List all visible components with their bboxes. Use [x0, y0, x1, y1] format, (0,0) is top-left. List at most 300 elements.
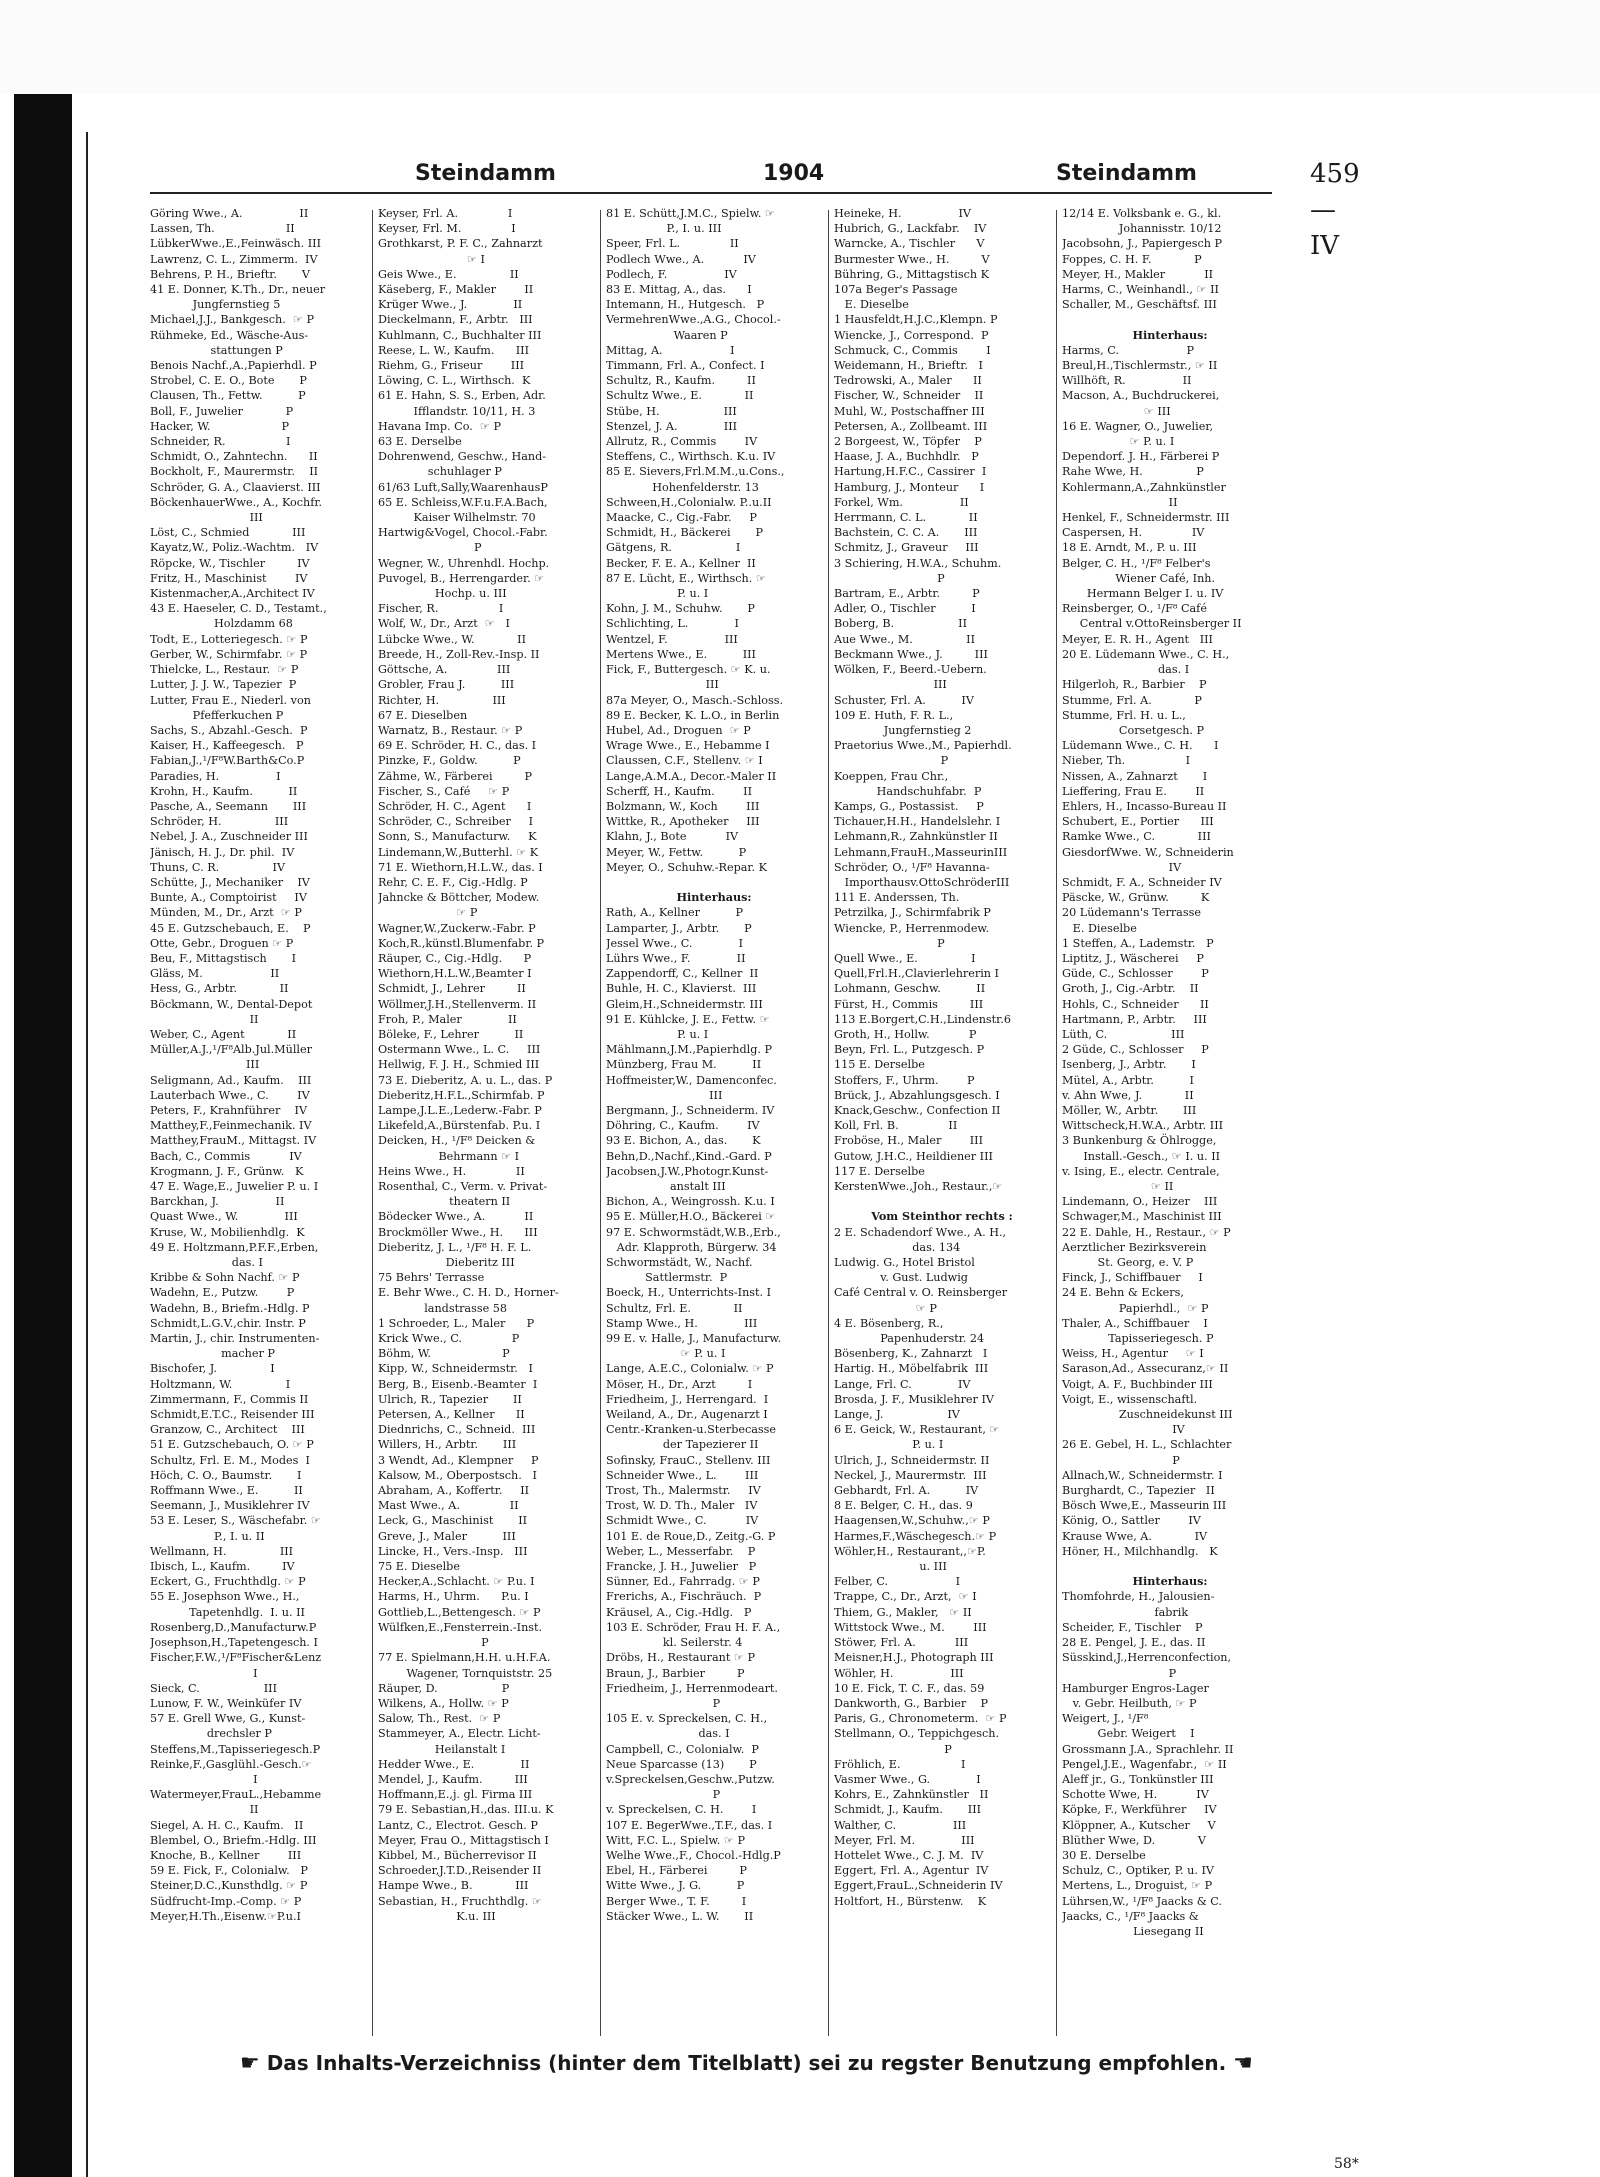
- directory-entry-line: Boberg, B. II: [834, 617, 967, 631]
- directory-entry-line: Höch, C. O., Baumstr. I: [150, 1468, 302, 1482]
- directory-entry-line: Fischer,F.W.,¹/F⁸Fischer&Lenz: [150, 1651, 322, 1665]
- directory-entry-line: Kaiser Wilhelmstr. 70: [378, 511, 536, 525]
- directory-entry-line: E. Dieselbe: [834, 298, 909, 312]
- directory-entry-line: K.u. III: [378, 1909, 496, 1923]
- directory-entry-line: Schultz, Frl. E. M., Modes I: [150, 1453, 310, 1467]
- directory-entry-line: Bischofer, J. I: [150, 1362, 275, 1376]
- directory-entry-line: Hamburger Engros-Lager: [1062, 1681, 1209, 1695]
- directory-entry-line: Weiss, H., Agentur ☞ I: [1062, 1347, 1204, 1361]
- directory-entry-line: Böhm, W. P: [378, 1347, 510, 1361]
- directory-entry-line: Frerichs, A., Fischräuch. P: [606, 1590, 762, 1604]
- directory-entry-line: das. I: [606, 1727, 730, 1741]
- directory-entry-line: Mählmann,J.M.,Papierhdlg. P: [606, 1043, 773, 1057]
- directory-entry-line: 2 Güde, C., Schlosser P: [1062, 1043, 1209, 1057]
- directory-entry-line: Sieck, C. III: [150, 1681, 278, 1695]
- directory-entry-line: Ulrich, R., Tapezier II: [378, 1392, 522, 1406]
- directory-entry-line: Schmuck, C., Commis I: [834, 343, 991, 357]
- directory-entry-line: Haase, J. A., Buchhdlr. P: [834, 450, 979, 464]
- directory-entry-line: Liptitz, J., Wäscherei P: [1062, 951, 1204, 965]
- directory-entry-line: Salow, Th., Rest. ☞ P: [378, 1712, 501, 1726]
- directory-entry-line: Seligmann, Ad., Kaufm. III: [150, 1073, 312, 1087]
- directory-entry-line: Beckmann Wwe., J. III: [834, 647, 988, 661]
- directory-entry-line: Wilkens, A., Hollw. ☞ P: [378, 1696, 509, 1710]
- directory-entry-line: 30 E. Derselbe: [1062, 1848, 1146, 1862]
- directory-entry-line: Brosda, J. F., Musiklehrer IV: [834, 1392, 994, 1406]
- directory-entry-line: Strobel, C. E. O., Bote P: [150, 374, 307, 388]
- directory-entry-line: v. Gust. Ludwig: [834, 1271, 968, 1285]
- directory-entry-line: Witte Wwe., J. G. P: [606, 1879, 745, 1893]
- directory-entry-line: Gleim,H.,Schneidermstr. III: [606, 997, 763, 1011]
- directory-entry-line: II: [150, 1012, 259, 1026]
- directory-entry-line: Wiencke, P., Herrenmodew.: [834, 921, 990, 935]
- column-divider: [828, 210, 829, 2036]
- directory-entry-line: Nissen, A., Zahnarzt I: [1062, 769, 1208, 783]
- directory-entry-line: Central v.OttoReinsberger II: [1062, 617, 1242, 631]
- directory-entry-line: Hohls, C., Schneider II: [1062, 997, 1209, 1011]
- directory-entry-line: Scheider, F., Tischler P: [1062, 1620, 1203, 1634]
- directory-entry-line: Lohmann, Geschw. II: [834, 982, 986, 996]
- directory-entry-line: 61 E. Hahn, S. S., Erben, Adr.: [378, 389, 546, 403]
- directory-entry-line: 109 E. Huth, F. R. L.,: [834, 708, 954, 722]
- directory-entry-line: P: [1062, 1666, 1177, 1680]
- directory-entry-line: Keyser, Frl. A. I: [378, 207, 513, 220]
- directory-entry-line: Kohrs, E., Zahnkünstler II: [834, 1788, 989, 1802]
- directory-entry-line: Wagener, Tornquiststr. 25: [378, 1666, 553, 1680]
- directory-entry-line: 47 E. Wage,E., Juwelier P. u. I: [150, 1180, 319, 1193]
- directory-entry-line: Sofinsky, FrauC., Stellenv. III: [606, 1453, 771, 1467]
- directory-entry-line: Petrzilka, J., Schirmfabrik P: [834, 906, 991, 920]
- directory-entry-line: Stenzel, J. A. III: [606, 419, 738, 433]
- directory-entry-line: Kohlermann,A.,Zahnkünstler: [1062, 480, 1226, 494]
- directory-entry-line: Willers, H., Arbtr. III: [378, 1438, 517, 1452]
- directory-entry-line: Lieffering, Frau E. II: [1062, 784, 1205, 798]
- directory-entry-line: Fürst, H., Commis III: [834, 997, 984, 1011]
- directory-entry-line: Neckel, J., Maurermstr. III: [834, 1468, 987, 1482]
- directory-entry-line: Likefeld,A.,Bürstenfab. P.u. I: [378, 1119, 541, 1133]
- directory-entry-line: 69 E. Schröder, H. C., das. I: [378, 739, 537, 753]
- directory-entry-line: Centr.-Kranken-u.Sterbecasse: [606, 1423, 777, 1437]
- directory-entry-line: 107 E. BegerWwe.,T.F., das. I: [606, 1818, 773, 1832]
- directory-entry-line: Schütte, J., Mechaniker IV: [150, 875, 310, 889]
- directory-entry-line: Bachstein, C. C. A. III: [834, 526, 978, 540]
- directory-entry-line: Bösch Wwe,E., Masseurin III: [1062, 1499, 1227, 1513]
- directory-entry-line: Kistenmacher,A.,Architect IV: [150, 587, 315, 601]
- directory-entry-line: Gottlieb,L.,Bettengesch. ☞ P: [378, 1605, 541, 1619]
- directory-entry-line: Böleke, F., Lehrer II: [378, 1027, 524, 1041]
- directory-entry-line: Kohn, J. M., Schuhw. P: [606, 602, 755, 616]
- directory-entry-line: Zimmermann, F., Commis II: [150, 1392, 309, 1406]
- directory-entry-line: Wiener Café, Inh.: [1062, 571, 1216, 585]
- book-spine-shadow: [14, 94, 72, 2177]
- directory-entry-line: Fischer, R. I: [378, 602, 504, 616]
- directory-entry-line: Kruse, W., Mobilienhdlg. K: [150, 1225, 305, 1239]
- directory-entry-line: St. Georg, e. V. P: [1062, 1256, 1194, 1270]
- directory-entry-line: P. u. I: [834, 1438, 944, 1452]
- directory-entry-line: Behrmann ☞ I: [378, 1149, 520, 1163]
- directory-entry-line: Lange,A.M.A., Decor.-Maler II: [606, 769, 777, 783]
- directory-entry-line: 12/14 E. Volksbank e. G., kl.: [1062, 207, 1222, 220]
- directory-entry-line: Münzberg, Frau M. II: [606, 1058, 762, 1072]
- directory-entry-line: Berger Wwe., T. F. I: [606, 1894, 747, 1908]
- directory-entry-line: Warncke, A., Tischler V: [834, 237, 985, 251]
- directory-entry-line: Wittscheck,H.W.A., Arbtr. III: [1062, 1119, 1224, 1133]
- directory-entry-line: P., I. u. III: [606, 222, 722, 236]
- directory-entry-line: 65 E. Schleiss,W.F.u.F.A.Bach,: [378, 495, 548, 509]
- directory-entry-line: II: [150, 1803, 259, 1817]
- directory-entry-line: Dieberitz,H.F.L.,Schirmfab. P: [378, 1088, 545, 1102]
- directory-entry-line: Wadehn, B., Briefm.-Hdlg. P: [150, 1301, 310, 1315]
- directory-entry-line: 10 E. Fick, T. C. F., das. 59: [834, 1681, 985, 1695]
- directory-entry-line: 67 E. Dieselben: [378, 708, 468, 722]
- directory-entry-line: Jessel Wwe., C. I: [606, 936, 744, 950]
- directory-entry-line: Schröder, H. III: [150, 815, 289, 829]
- directory-column-1: [150, 206, 366, 2046]
- directory-entry-line: ☞ P: [378, 906, 478, 920]
- directory-entry-line: Jahncke & Böttcher, Modew.: [378, 891, 540, 905]
- directory-entry-line: Bichon, A., Weingrossh. K.u. I: [606, 1195, 775, 1209]
- directory-entry-line: Wegner, W., Uhrenhdl. Hochp.: [378, 556, 550, 570]
- directory-entry-line: Siegel, A. H. C., Kaufm. II: [150, 1818, 304, 1832]
- directory-entry-line: Groth, H., Hollw. P: [834, 1027, 977, 1041]
- directory-entry-line: Stammeyer, A., Electr. Licht-: [378, 1727, 541, 1741]
- directory-entry-line: Ulrich, J., Schneidermstr. II: [834, 1453, 990, 1467]
- directory-entry-line: Deicken, H., ¹/F⁸ Deicken &: [378, 1134, 536, 1148]
- directory-entry-line: Grossmann J.A., Sprachlehr. II: [1062, 1742, 1234, 1756]
- directory-entry-line: 1 Schroeder, L., Maler P: [378, 1316, 535, 1330]
- directory-column-2: [378, 206, 594, 2046]
- directory-entry-line: Wöhler,H., Restaurant,,☞P.: [834, 1544, 986, 1558]
- directory-entry-line: Ludwig. G., Hotel Bristol: [834, 1256, 975, 1270]
- directory-entry-line: Praetorius Wwe.,M., Papierhdl.: [834, 739, 1012, 753]
- directory-entry-line: Pinzke, F., Goldw. P: [378, 754, 521, 768]
- directory-entry-line: Lauterbach Wwe., C. IV: [150, 1088, 310, 1102]
- directory-entry-line: Rehr, C. E. F., Cig.-Hdlg. P: [378, 875, 528, 889]
- directory-entry-line: Schröder, G. A., Claavierst. III: [150, 480, 321, 494]
- directory-entry-line: 24 E. Behn & Eckers,: [1062, 1286, 1184, 1300]
- directory-entry-line: Sachs, S., Abzahl.-Gesch. P: [150, 723, 308, 737]
- directory-entry-line: Hilgerloh, R., Barbier P: [1062, 678, 1207, 692]
- directory-entry-line: Pengel,J.E., Wagenfabr., ☞ II: [1062, 1757, 1227, 1771]
- directory-entry-line: Groth, J., Cig.-Arbtr. II: [1062, 982, 1199, 996]
- directory-entry-line: [834, 1194, 1050, 1209]
- directory-entry-line: macher P: [150, 1347, 275, 1361]
- directory-entry-line: Paris, G., Chronometerm. ☞ P: [834, 1712, 1007, 1726]
- directory-entry-line: Möller, W., Arbtr. III: [1062, 1103, 1197, 1117]
- directory-entry-line: Seemann, J., Musiklehrer IV: [150, 1499, 310, 1513]
- directory-entry-line: Hoffmann,E.,j. gl. Firma III: [378, 1788, 533, 1802]
- directory-columns: [150, 206, 1272, 2046]
- directory-entry-line: Steffens,M.,Tapisseriegesch.P: [150, 1742, 321, 1756]
- header-street-left: Steindamm: [415, 161, 556, 186]
- directory-entry-line: 8 E. Belger, C. H., das. 9: [834, 1499, 973, 1513]
- directory-entry-line: Bach, C., Commis IV: [150, 1149, 302, 1163]
- directory-entry-line: Schmidt, J., Kaufm. III: [834, 1803, 982, 1817]
- directory-entry-line: Tichauer,H.H., Handelslehr. I: [834, 815, 1001, 829]
- directory-entry-line: Liesegang II: [1062, 1924, 1204, 1938]
- directory-entry-line: Lange, A.E.C., Colonialw. ☞ P: [606, 1362, 774, 1376]
- directory-entry-line: Wentzel, F. III: [606, 632, 738, 646]
- directory-entry-line: theatern II: [378, 1195, 511, 1209]
- directory-entry-line: IV: [1062, 860, 1182, 874]
- directory-entry-line: Keyser, Frl. M. I: [378, 222, 516, 236]
- directory-entry-line: III: [606, 1088, 723, 1102]
- directory-entry-line: Maacke, C., Cig.-Fabr. P: [606, 511, 757, 525]
- directory-entry-line: 2 Borgeest, W., Töpfer P: [834, 435, 982, 449]
- directory-entry-line: anstalt III: [606, 1180, 726, 1193]
- directory-entry-line: Voigt, A. F., Buchbinder III: [1062, 1377, 1213, 1391]
- directory-entry-line: Isenberg, J., Arbtr. I: [1062, 1058, 1196, 1072]
- directory-entry-line: Weber, C., Agent II: [150, 1027, 297, 1041]
- directory-entry-line: Lehmann,R., Zahnkünstler II: [834, 830, 998, 844]
- directory-entry-line: das. I: [1062, 663, 1190, 677]
- directory-entry-line: Aue Wwe., M. II: [834, 632, 976, 646]
- directory-entry-line: Lührs Wwe., F. II: [606, 951, 746, 965]
- directory-entry-line: Reinsberger, O., ¹/F⁸ Café: [1062, 602, 1207, 616]
- directory-entry-line: 55 E. Josephson Wwe., H.,: [150, 1590, 300, 1604]
- directory-entry-line: II: [1062, 495, 1178, 509]
- directory-entry-line: Lange, Frl. C. IV: [834, 1377, 971, 1391]
- directory-entry-line: Lamparter, J., Arbtr. P: [606, 921, 752, 935]
- directory-entry-line: Steffens, C., Wirthsch. K.u. IV: [606, 450, 776, 464]
- directory-entry-line: 22 E. Dahle, H., Restaur., ☞ P: [1062, 1225, 1231, 1239]
- directory-entry-line: Josephson,H.,Tapetengesch. I: [150, 1636, 318, 1650]
- directory-entry-line: Stoffers, F., Uhrm. P: [834, 1073, 975, 1087]
- directory-entry-line: Hess, G., Arbtr. II: [150, 982, 289, 996]
- directory-entry-line: Vasmer Wwe., G. I: [834, 1772, 981, 1786]
- directory-entry-line: 87a Meyer, O., Masch.-Schloss.: [606, 693, 784, 707]
- directory-entry-line: stattungen P: [150, 343, 283, 357]
- directory-entry-line: Adler, O., Tischler I: [834, 602, 976, 616]
- directory-entry-line: Stäcker Wwe., L. W. II: [606, 1909, 754, 1923]
- directory-entry-line: ☞ P. u. I: [606, 1347, 726, 1361]
- directory-entry-line: Trappe, C., Dr., Arzt, ☞ I: [834, 1590, 977, 1604]
- directory-entry-line: Friedheim, J., Herrengard. I: [606, 1392, 769, 1406]
- directory-entry-line: Geis Wwe., E. II: [378, 267, 519, 281]
- directory-entry-line: Sebastian, H., Fruchthdlg. ☞: [378, 1894, 542, 1908]
- directory-entry-line: III: [150, 511, 263, 525]
- directory-entry-line: Zuschneidekunst III: [1062, 1408, 1233, 1422]
- directory-entry-line: 59 E. Fick, F., Colonialw. P: [150, 1864, 308, 1878]
- directory-entry-line: Fröhlich, E. I: [834, 1757, 966, 1771]
- directory-entry-line: Kribbe & Sohn Nachf. ☞ P: [150, 1271, 300, 1285]
- directory-entry-line: Trost, W. D. Th., Maler IV: [606, 1499, 758, 1513]
- directory-entry-line: Wittke, R., Apotheker III: [606, 815, 760, 829]
- directory-entry-line: 4 E. Bösenberg, R.,: [834, 1316, 944, 1330]
- directory-entry-line: Eckert, G., Fruchthdlg. ☞ P: [150, 1575, 306, 1589]
- directory-entry-line: Weigert, J., ¹/F⁸: [1062, 1712, 1149, 1726]
- directory-entry-line: Stumme, Frl. A. P: [1062, 693, 1202, 707]
- header-street-right: Steindamm: [1056, 161, 1197, 186]
- directory-entry-line: Kibbel, M., Bücherrevisor II: [378, 1848, 537, 1862]
- directory-entry-line: 87 E. Lücht, E., Wirthsch. ☞: [606, 571, 766, 585]
- directory-entry-line: Möser, H., Dr., Arzt I: [606, 1377, 753, 1391]
- directory-entry-line: Rühmeke, Ed., Wäsche-Aus-: [150, 328, 309, 342]
- directory-entry-line: Meisner,H.J., Photograph III: [834, 1651, 994, 1665]
- directory-entry-line: Schmidt, O., Zahntechn. II: [150, 450, 318, 464]
- directory-entry-line: Allnach,W., Schneidermstr. I: [1062, 1468, 1223, 1482]
- directory-entry-line: Gebr. Weigert I: [1062, 1727, 1195, 1741]
- directory-entry-line: Wölken, F., Beerd.-Uebern.: [834, 663, 987, 677]
- directory-entry-line: Hinterhaus:: [1132, 327, 1208, 342]
- directory-entry-line: 81 E. Schütt,J.M.C., Spielw. ☞: [606, 207, 775, 220]
- directory-entry-line: v. Ising, E., electr. Centrale,: [1062, 1164, 1220, 1178]
- directory-entry-line: Johannisstr. 10/12: [1062, 222, 1222, 236]
- directory-entry-line: Wittstock Wwe., M. III: [834, 1620, 987, 1634]
- directory-entry-line: Hellwig, F. J. H., Schmied III: [378, 1058, 540, 1072]
- directory-entry-line: Bockholt, F., Maurermstr. II: [150, 465, 319, 479]
- pointing-hand-right-icon: ☛: [240, 2051, 260, 2076]
- directory-entry-line: Fischer, W., Schneider II: [834, 389, 984, 403]
- directory-entry-line: Vom Steinthor rechts :: [871, 1209, 1013, 1224]
- directory-entry-line: Fick, F., Buttergesch. ☞ K. u.: [606, 663, 771, 677]
- directory-entry-line: I: [150, 1666, 258, 1680]
- directory-entry-line: Benois Nachf.,A.,Papierhdl. P: [150, 359, 317, 373]
- directory-entry-line: Hohenfelderstr. 13: [606, 480, 759, 494]
- directory-entry-line: 117 E. Derselbe: [834, 1164, 925, 1178]
- directory-entry-line: Harms, H., Uhrm. P.u. I: [378, 1590, 529, 1604]
- directory-entry-line: P: [834, 936, 945, 950]
- directory-entry-line: 1 Steffen, A., Lademstr. P: [1062, 936, 1214, 950]
- directory-entry-line: Bolzmann, W., Koch III: [606, 799, 760, 813]
- directory-entry-line: 3 Bunkenburg & Öhlrogge,: [1062, 1134, 1217, 1148]
- directory-entry-line: 93 E. Bichon, A., das. K: [606, 1134, 761, 1148]
- directory-entry-line: 2 E. Schadendorf Wwe., A. H.,: [834, 1225, 1007, 1239]
- directory-entry-line: Lindemann,W.,Butterhl. ☞ K: [378, 845, 539, 859]
- directory-entry-line: Kamps, G., Postassist. P: [834, 799, 984, 813]
- directory-entry-line: Wülfken,E.,Fensterrein.-Inst.: [378, 1620, 543, 1634]
- directory-entry-line: Krohn, H., Kaufm. II: [150, 784, 298, 798]
- directory-entry-line: Holzdamm 68: [150, 617, 293, 631]
- directory-entry-line: Heilanstalt I: [378, 1742, 506, 1756]
- directory-entry-line: Todt, E., Lotteriegesch. ☞ P: [150, 632, 308, 646]
- directory-entry-line: Podlech, F. IV: [606, 267, 737, 281]
- directory-entry-line: 91 E. Kühlcke, J. E., Fettw. ☞: [606, 1012, 770, 1026]
- directory-entry-line: Wiethorn,H.L.W.,Beamter I: [378, 967, 532, 981]
- directory-entry-line: Puvogel, B., Herrengarder. ☞: [378, 571, 545, 585]
- directory-entry-line: v.Spreckelsen,Geschw.,Putzw.: [606, 1772, 775, 1786]
- directory-entry-line: Schmidt,E.T.C., Reisender III: [150, 1408, 315, 1422]
- directory-entry-line: Papierhdl., ☞ P: [1062, 1301, 1209, 1315]
- directory-entry-line: LübkerWwe.,E.,Feinwäsch. III: [150, 237, 322, 251]
- directory-entry-line: Beyn, Frl. L., Putzgesch. P: [834, 1043, 985, 1057]
- directory-entry-line: III: [150, 1058, 260, 1072]
- directory-entry-line: Göttsche, A. III: [378, 663, 511, 677]
- directory-entry-line: Nieber, Th. I: [1062, 754, 1191, 768]
- directory-entry-line: 71 E. Wiethorn,H.L.W., das. I: [378, 860, 543, 874]
- directory-entry-line: Dieckelmann, F., Arbtr. III: [378, 313, 533, 327]
- directory-entry-line: Rath, A., Kellner P: [606, 906, 744, 920]
- directory-entry-line: Dankworth, G., Barbier P: [834, 1696, 989, 1710]
- directory-entry-line: Weidemann, H., Brieftr. I: [834, 359, 983, 373]
- directory-entry-line: Muhl, W., Postschaffner III: [834, 404, 985, 418]
- directory-entry-line: Harms, C., Weinhandl., ☞ II: [1062, 283, 1219, 297]
- directory-entry-line: Mertens, L., Droguist, ☞ P: [1062, 1879, 1213, 1893]
- directory-entry-line: 115 E. Derselbe: [834, 1058, 925, 1072]
- directory-entry-line: Hampe Wwe., B. III: [378, 1879, 529, 1893]
- directory-entry-line: Watermeyer,FrauL.,Hebamme: [150, 1788, 322, 1802]
- directory-entry-line: Grobler, Frau J. III: [378, 678, 515, 692]
- directory-entry-line: Buhle, H. C., Klavierst. III: [606, 982, 757, 996]
- directory-entry-line: ☞ II: [1062, 1180, 1174, 1193]
- directory-entry-line: Froh, P., Maler II: [378, 1012, 517, 1026]
- directory-entry-line: Bödecker Wwe., A. II: [378, 1210, 534, 1224]
- directory-entry-line: Claussen, C.F., Stellenv. ☞ I: [606, 754, 763, 768]
- directory-entry-line: Ibisch, L., Kaufm. IV: [150, 1560, 295, 1574]
- directory-entry-line: Henkel, F., Schneidermstr. III: [1062, 511, 1230, 525]
- directory-entry-line: Schmidt, H., Bäckerei P: [606, 526, 764, 540]
- directory-entry-line: Kayatz,W., Poliz.-Wachtm. IV: [150, 541, 319, 555]
- directory-entry-line: Kuhlmann, C., Buchhalter III: [378, 328, 542, 342]
- directory-entry-line: Gätgens, R. I: [606, 541, 741, 555]
- directory-entry-line: Campbell, C., Colonialw. P: [606, 1742, 759, 1756]
- directory-entry-line: Schween,H.,Colonialw. P..u.II: [606, 495, 772, 509]
- directory-entry-line: Heineke, H. IV: [834, 207, 972, 220]
- directory-entry-line: Thomfohrde, H., Jalousien-: [1062, 1590, 1215, 1604]
- directory-entry-line: 63 E. Derselbe: [378, 435, 462, 449]
- directory-entry-line: Witt, F.C. L., Spielw. ☞ P: [606, 1833, 746, 1847]
- directory-entry-line: Kipp, W., Schneidermstr. I: [378, 1362, 533, 1376]
- directory-entry-line: Burghardt, C., Tapezier II: [1062, 1484, 1215, 1498]
- directory-entry-line: ☞ P: [834, 1301, 937, 1315]
- directory-entry-line: Krick Wwe., C. P: [378, 1332, 520, 1346]
- directory-entry-line: ☞ P. u. I: [1062, 435, 1175, 449]
- directory-entry-line: Harmes,F.,Wäschegesch.☞ P: [834, 1529, 997, 1543]
- directory-entry-line: 45 E. Gutzschebauch, E. P: [150, 921, 311, 935]
- directory-entry-line: Göring Wwe., A. II: [150, 207, 309, 220]
- directory-entry-line: Stellmann, O., Teppichgesch.: [834, 1727, 1000, 1741]
- directory-entry-line: [606, 875, 822, 890]
- directory-entry-line: Hecker,A.,Schlacht. ☞ P.u. I: [378, 1575, 535, 1589]
- directory-entry-line: E. Dieselbe: [1062, 921, 1137, 935]
- directory-entry-line: ☞ III: [1062, 404, 1171, 418]
- column-divider: [1056, 210, 1057, 2036]
- directory-entry-line: Burmester Wwe., H. V: [834, 252, 990, 266]
- directory-entry-line: Tedrowski, A., Maler II: [834, 374, 982, 388]
- directory-entry-line: Barckhan, J. II: [150, 1195, 285, 1209]
- directory-entry-line: Lunow, F. W., Weinküfer IV: [150, 1696, 302, 1710]
- directory-entry-line: 111 E. Anderssen, Th.: [834, 891, 960, 905]
- directory-entry-line: Meyer, O., Schuhw.-Repar. K: [606, 860, 768, 874]
- directory-entry-line: Löst, C., Schmied III: [150, 526, 306, 540]
- directory-entry-line: Neue Sparcasse (13) P: [606, 1757, 757, 1771]
- directory-entry-line: Hochp. u. III: [378, 587, 507, 601]
- directory-entry-line: Böckmann, W., Dental-Depot: [150, 997, 313, 1011]
- directory-entry-line: Berg, B., Eisenb.-Beamter I: [378, 1377, 538, 1391]
- directory-entry-line: 26 E. Gebel, H. L., Schlachter: [1062, 1438, 1232, 1452]
- directory-entry-line: Bühring, G., Mittagstisch K: [834, 267, 990, 281]
- directory-entry-line: 20 E. Lüdemann Wwe., C. H.,: [1062, 647, 1230, 661]
- header-page-number: 459—IV: [1310, 159, 1360, 261]
- directory-entry-line: Macson, A., Buchdruckerei,: [1062, 389, 1220, 403]
- directory-entry-line: Schmitz, J., Graveur III: [834, 541, 979, 555]
- directory-entry-line: [1062, 312, 1278, 327]
- directory-entry-line: Hinterhaus:: [1132, 1574, 1208, 1589]
- directory-entry-line: Hacker, W. P: [150, 419, 290, 433]
- directory-entry-line: Granzow, C., Architect III: [150, 1423, 305, 1437]
- directory-entry-line: Allrutz, R., Commis IV: [606, 435, 758, 449]
- directory-entry-line: schuhlager P: [378, 465, 502, 479]
- directory-entry-line: P: [606, 1788, 721, 1802]
- directory-entry-line: Forkel, Wm. II: [834, 495, 969, 509]
- directory-entry-line: Leck, G., Maschinist II: [378, 1514, 528, 1528]
- directory-entry-line: Schmidt, F. A., Schneider IV: [1062, 875, 1222, 889]
- directory-entry-line: Boll, F., Juwelier P: [150, 404, 294, 418]
- top-background: [0, 0, 1600, 94]
- directory-entry-line: Tapetenhdlg. I. u. II: [150, 1605, 305, 1619]
- directory-entry-line: 89 E. Becker, K. L.O., in Berlin: [606, 708, 780, 722]
- directory-entry-line: 97 E. Schwormstädt,W.B.,Erb.,: [606, 1225, 781, 1239]
- directory-entry-line: Krogmann, J. F., Grünw. K: [150, 1164, 304, 1178]
